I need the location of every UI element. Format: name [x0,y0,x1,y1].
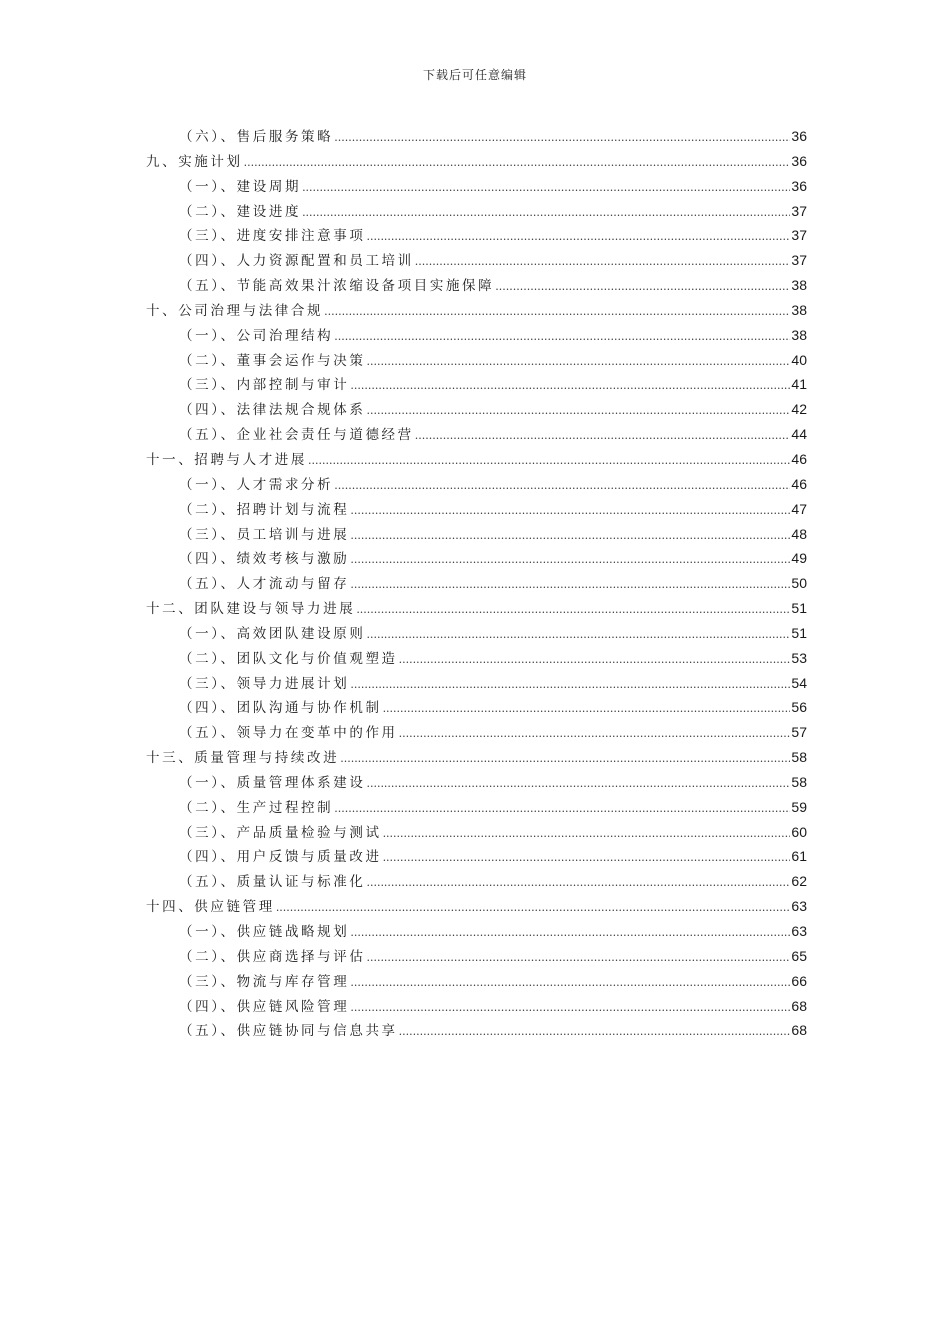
toc-dot-leader [350,379,790,392]
toc-dot-leader [276,901,791,914]
toc-dot-leader [366,230,790,243]
toc-section-entry[interactable] [146,945,807,970]
toc-section-entry[interactable] [146,920,807,945]
toc-entry-title: （五）、节能高效果汁浓缩设备项目实施保障 [179,278,495,295]
toc-section-entry[interactable] [146,572,807,597]
toc-dot-leader [366,355,790,368]
toc-section-entry[interactable] [146,249,807,274]
toc-section-entry[interactable] [146,523,807,548]
toc-entry-title: （一）、高效团队建设原则 [179,625,366,642]
table-of-contents [146,125,807,1044]
toc-page-number: 56 [791,699,807,716]
toc-dot-leader [340,752,790,765]
toc-section-entry[interactable] [146,696,807,721]
toc-dot-leader [334,330,790,343]
toc-dot-leader [244,156,791,169]
toc-entry-title: （四）、团队沟通与协作机制 [179,700,382,717]
toc-entry-title: （三）、物流与库存管理 [179,973,350,990]
toc-dot-leader [350,926,790,939]
toc-page-number: 58 [791,749,807,766]
toc-entry-title: （四）、法律法规合规体系 [179,402,366,419]
toc-dot-leader [324,305,790,318]
toc-page-number: 68 [791,1022,807,1039]
toc-page-number: 49 [791,550,807,567]
toc-dot-leader [302,181,790,194]
toc-dot-leader [334,131,790,144]
toc-section-entry[interactable] [146,771,807,796]
toc-section-entry[interactable] [146,622,807,647]
toc-section-entry[interactable] [146,473,807,498]
toc-dot-leader [495,280,790,293]
toc-section-entry[interactable] [146,125,807,150]
toc-entry-title: （一）、人才需求分析 [179,476,334,493]
toc-page-number: 46 [791,450,807,467]
page-header: 下载后可任意编辑 [422,68,527,82]
toc-page-number: 63 [791,898,807,915]
toc-dot-leader [399,727,791,740]
toc-entry-title: 十三、质量管理与持续改进 [146,750,340,767]
toc-chapter-entry[interactable] [146,597,807,622]
toc-section-entry[interactable] [146,373,807,398]
toc-entry-title: （三）、领导力进展计划 [179,675,350,692]
toc-dot-leader [399,1025,791,1038]
toc-page-number: 42 [791,401,807,418]
toc-page-number: 48 [791,525,807,542]
toc-dot-leader [350,976,790,989]
toc-entry-title: （二）、建设进度 [179,203,302,220]
toc-page-number: 68 [791,997,807,1014]
toc-page-number: 51 [791,624,807,641]
toc-page-number: 38 [791,326,807,343]
toc-section-entry[interactable] [146,498,807,523]
toc-dot-leader [366,876,790,889]
toc-entry-title: 十二、团队建设与领导力进展 [146,601,356,618]
toc-entry-title: （五）、企业社会责任与道德经营 [179,427,414,444]
toc-section-entry[interactable] [146,821,807,846]
toc-dot-leader [383,827,791,840]
toc-dot-leader [302,206,790,219]
toc-section-entry[interactable] [146,1019,807,1044]
toc-dot-leader [350,553,790,566]
toc-section-entry[interactable] [146,721,807,746]
toc-entry-title: （四）、人力资源配置和员工培训 [179,253,414,270]
toc-section-entry[interactable] [146,200,807,225]
toc-page-number: 41 [791,376,807,393]
toc-dot-leader [350,578,790,591]
toc-dot-leader [350,1001,790,1014]
toc-page-number: 37 [791,227,807,244]
toc-page-number: 61 [791,848,807,865]
toc-page-number: 65 [791,947,807,964]
toc-page-number: 63 [791,923,807,939]
toc-page-number: 37 [791,252,807,269]
toc-entry-title: （四）、供应链风险管理 [179,998,350,1015]
toc-page-number: 37 [791,202,807,219]
toc-page-number: 57 [791,724,807,741]
toc-dot-leader [366,951,790,964]
toc-entry-title: （一）、公司治理结构 [179,327,334,344]
toc-dot-leader [415,429,791,442]
toc-dot-leader [366,628,790,641]
toc-entry-title: （一）、质量管理体系建设 [179,774,366,791]
toc-section-entry[interactable] [146,796,807,821]
toc-entry-title: （四）、绩效考核与激励 [179,551,350,568]
toc-dot-leader [415,255,791,268]
toc-section-entry[interactable] [146,398,807,423]
toc-section-entry[interactable] [146,547,807,572]
toc-section-entry[interactable] [146,349,807,374]
toc-page-number: 40 [791,351,807,368]
toc-entry-title: （二）、供应商选择与评估 [179,948,366,965]
toc-page-number: 38 [791,301,807,318]
toc-page-number: 59 [791,798,807,815]
toc-page-number: 36 [791,128,807,144]
toc-entry-title: （二）、招聘计划与流程 [179,501,350,518]
toc-entry-title: （二）、团队文化与价值观塑造 [179,650,398,667]
toc-section-entry[interactable] [146,324,807,349]
toc-entry-title: （三）、内部控制与审计 [179,377,350,394]
toc-entry-title: （三）、进度安排注意事项 [179,228,366,245]
toc-entry-title: （四）、用户反馈与质量改进 [179,849,382,866]
toc-page-number: 58 [791,773,807,790]
toc-page-number: 38 [791,277,807,294]
toc-section-entry[interactable] [146,423,807,448]
toc-section-entry[interactable] [146,845,807,870]
toc-page-number: 66 [791,972,807,989]
toc-entry-title: （三）、员工培训与进展 [179,526,350,543]
toc-dot-leader [350,504,790,517]
toc-page-number: 50 [791,575,807,592]
toc-dot-leader [334,802,790,815]
toc-dot-leader [383,851,791,864]
toc-dot-leader [334,479,790,492]
toc-entry-title: （二）、董事会运作与决策 [179,352,366,369]
toc-dot-leader [366,404,790,417]
toc-page-number: 36 [791,152,807,169]
toc-page-number: 51 [791,600,807,617]
toc-section-entry[interactable] [146,672,807,697]
toc-chapter-entry[interactable] [146,150,807,175]
toc-chapter-entry[interactable] [146,299,807,324]
toc-entry-title: 十、公司治理与法律合规 [146,302,324,319]
toc-chapter-entry[interactable] [146,895,807,920]
toc-page-number: 54 [791,674,807,691]
toc-dot-leader [350,678,790,691]
toc-page-number: 44 [791,426,807,443]
toc-page-number: 46 [791,475,807,492]
toc-entry-title: （二）、生产过程控制 [179,799,334,816]
toc-page-number: 62 [791,873,807,890]
toc-dot-leader [399,653,791,666]
toc-entry-title: （六）、售后服务策略 [179,129,334,145]
toc-page-number: 36 [791,177,807,194]
toc-section-entry[interactable] [146,647,807,672]
toc-page-number: 47 [791,500,807,517]
toc-page-number: 53 [791,649,807,666]
toc-entry-title: （三）、产品质量检验与测试 [179,824,382,841]
toc-entry-title: 十一、招聘与人才进展 [146,451,307,468]
toc-section-entry[interactable] [146,274,807,299]
toc-chapter-entry[interactable] [146,746,807,771]
toc-dot-leader [383,702,791,715]
toc-dot-leader [308,454,790,467]
toc-page-number: 60 [791,823,807,840]
toc-entry-title: （一）、建设周期 [179,178,302,195]
toc-section-entry[interactable] [146,175,807,200]
toc-section-entry[interactable] [146,970,807,995]
toc-chapter-entry[interactable] [146,448,807,473]
toc-entry-title: （五）、供应链协同与信息共享 [179,1023,398,1040]
toc-entry-title: （一）、供应链战略规划 [179,924,350,940]
toc-section-entry[interactable] [146,870,807,895]
toc-entry-title: （五）、人才流动与留存 [179,576,350,593]
toc-section-entry[interactable] [146,995,807,1020]
toc-entry-title: 十四、供应链管理 [146,899,275,916]
toc-entry-title: 九、实施计划 [146,153,243,170]
toc-entry-title: （五）、领导力在变革中的作用 [179,725,398,742]
toc-entry-title: （五）、质量认证与标准化 [179,874,366,891]
toc-dot-leader [366,777,790,790]
toc-dot-leader [350,529,790,542]
toc-dot-leader [356,603,790,616]
toc-section-entry[interactable] [146,224,807,249]
